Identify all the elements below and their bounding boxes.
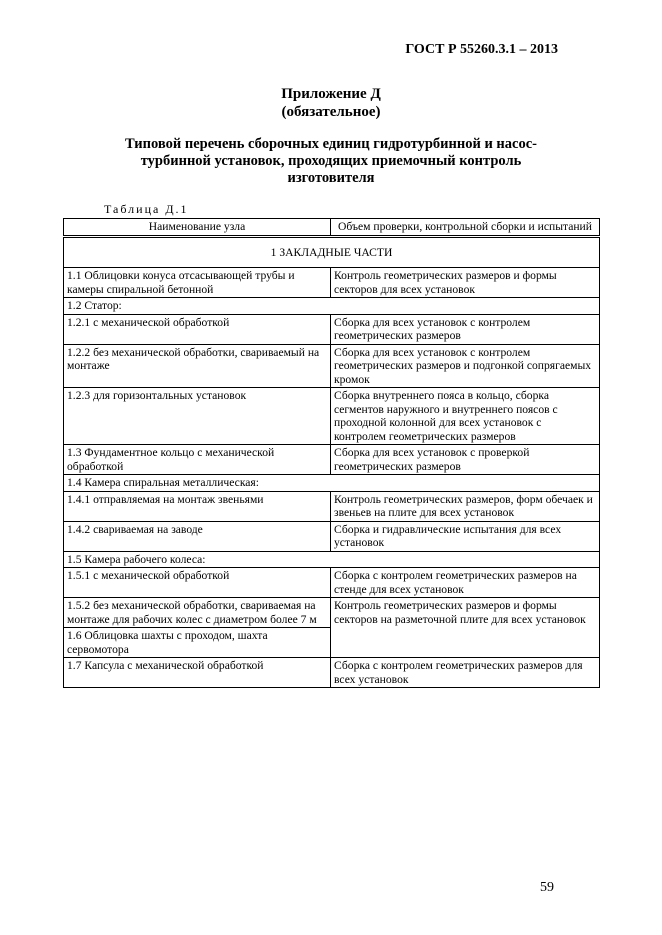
header-unit-name: Наименование узла [64, 219, 331, 237]
table-row [64, 551, 600, 568]
table-section-row [64, 236, 600, 268]
page-number: 59 [540, 880, 554, 895]
table-row [64, 568, 600, 598]
scope-cell: Сборка с контролем геометрических размеров для всех установок [331, 658, 600, 688]
scope-cell: Сборка внутреннего пояса в кольцо, сборка сегментов наружного и внутреннего поясов с проходной колонной для всех установок с контролем геометрических размеров [331, 388, 600, 445]
table-row [64, 298, 600, 315]
unit-name-cell: 1.7 Капсула с механической обработкой [64, 658, 331, 688]
scope-cell: Сборка и гидравлические испытания для всех установок [331, 521, 600, 551]
table-row [64, 475, 600, 492]
unit-name-cell: 1.2.3 для горизонтальных установок [64, 388, 331, 445]
unit-name-cell: 1.4.2 свариваемая на заводе [64, 521, 331, 551]
unit-group-cell: 1.4 Камера спиральная металлическая: [64, 475, 600, 492]
scope-cell: Контроль геометрических размеров и формы секторов на разметочной плите для всех установок [331, 598, 600, 658]
unit-name-cell: 1.5.2 без механической обработки, свариваемая на монтаже для рабочих колес с диаметром более 7 м [64, 598, 331, 628]
table-label: Таблица Д.1 [104, 202, 189, 216]
unit-group-cell: 1.5 Камера рабочего колеса: [64, 551, 600, 568]
document-title [0, 136, 662, 187]
table-row [64, 491, 600, 521]
scope-cell: Контроль геометрических размеров, форм обечаек и звеньев на плите для всех установок [331, 491, 600, 521]
document-title-line: изготовителя [287, 170, 375, 186]
table-row [64, 445, 600, 475]
unit-name-cell: 1.2.2 без механической обработки, свариваемый на монтаже [64, 344, 331, 388]
table-row [64, 598, 600, 628]
document-title-line: турбинной установок, проходящих приемочный контроль [140, 153, 522, 169]
unit-name-cell: 1.4.1 отправляемая на монтаж звеньями [64, 491, 331, 521]
table-header-row [64, 219, 600, 237]
assembly-units-table [63, 218, 600, 688]
scope-cell: Сборка для всех установок с проверкой геометрических размеров [331, 445, 600, 475]
unit-name-cell: 1.3 Фундаментное кольцо с механической обработкой [64, 445, 331, 475]
unit-name-cell: 1.1 Облицовки конуса отсасывающей трубы и камеры спиральной бетонной [64, 268, 331, 298]
scope-cell: Сборка для всех установок с контролем геометрических размеров и подгонкой сопрягаемых кромок [331, 344, 600, 388]
unit-group-cell: 1.2 Статор: [64, 298, 600, 315]
table-row [64, 268, 600, 298]
table-row [64, 658, 600, 688]
header-scope: Объем проверки, контрольной сборки и испытаний [331, 219, 600, 237]
unit-name-cell: 1.6 Облицовка шахты с проходом, шахта сервомотора [64, 628, 331, 658]
table-row [64, 314, 600, 344]
unit-name-cell: 1.2.1 с механической обработкой [64, 314, 331, 344]
scope-cell: Сборка с контролем геометрических размеров на стенде для всех установок [331, 568, 600, 598]
table-row [64, 388, 600, 445]
document-title-line: Типовой перечень сборочных единиц гидротурбинной и насос- [125, 136, 537, 152]
section-heading: 1 ЗАКЛАДНЫЕ ЧАСТИ [64, 236, 600, 268]
scope-cell: Сборка для всех установок с контролем геометрических размеров [331, 314, 600, 344]
table-row [64, 344, 600, 388]
appendix-title: Приложение Д [281, 86, 381, 102]
scope-cell: Контроль геометрических размеров и формы секторов для всех установок [331, 268, 600, 298]
unit-name-cell: 1.5.1 с механической обработкой [64, 568, 331, 598]
appendix-status: (обязательное) [281, 104, 381, 120]
table-row [64, 521, 600, 551]
standard-number: ГОСТ Р 55260.3.1 – 2013 [405, 42, 558, 57]
